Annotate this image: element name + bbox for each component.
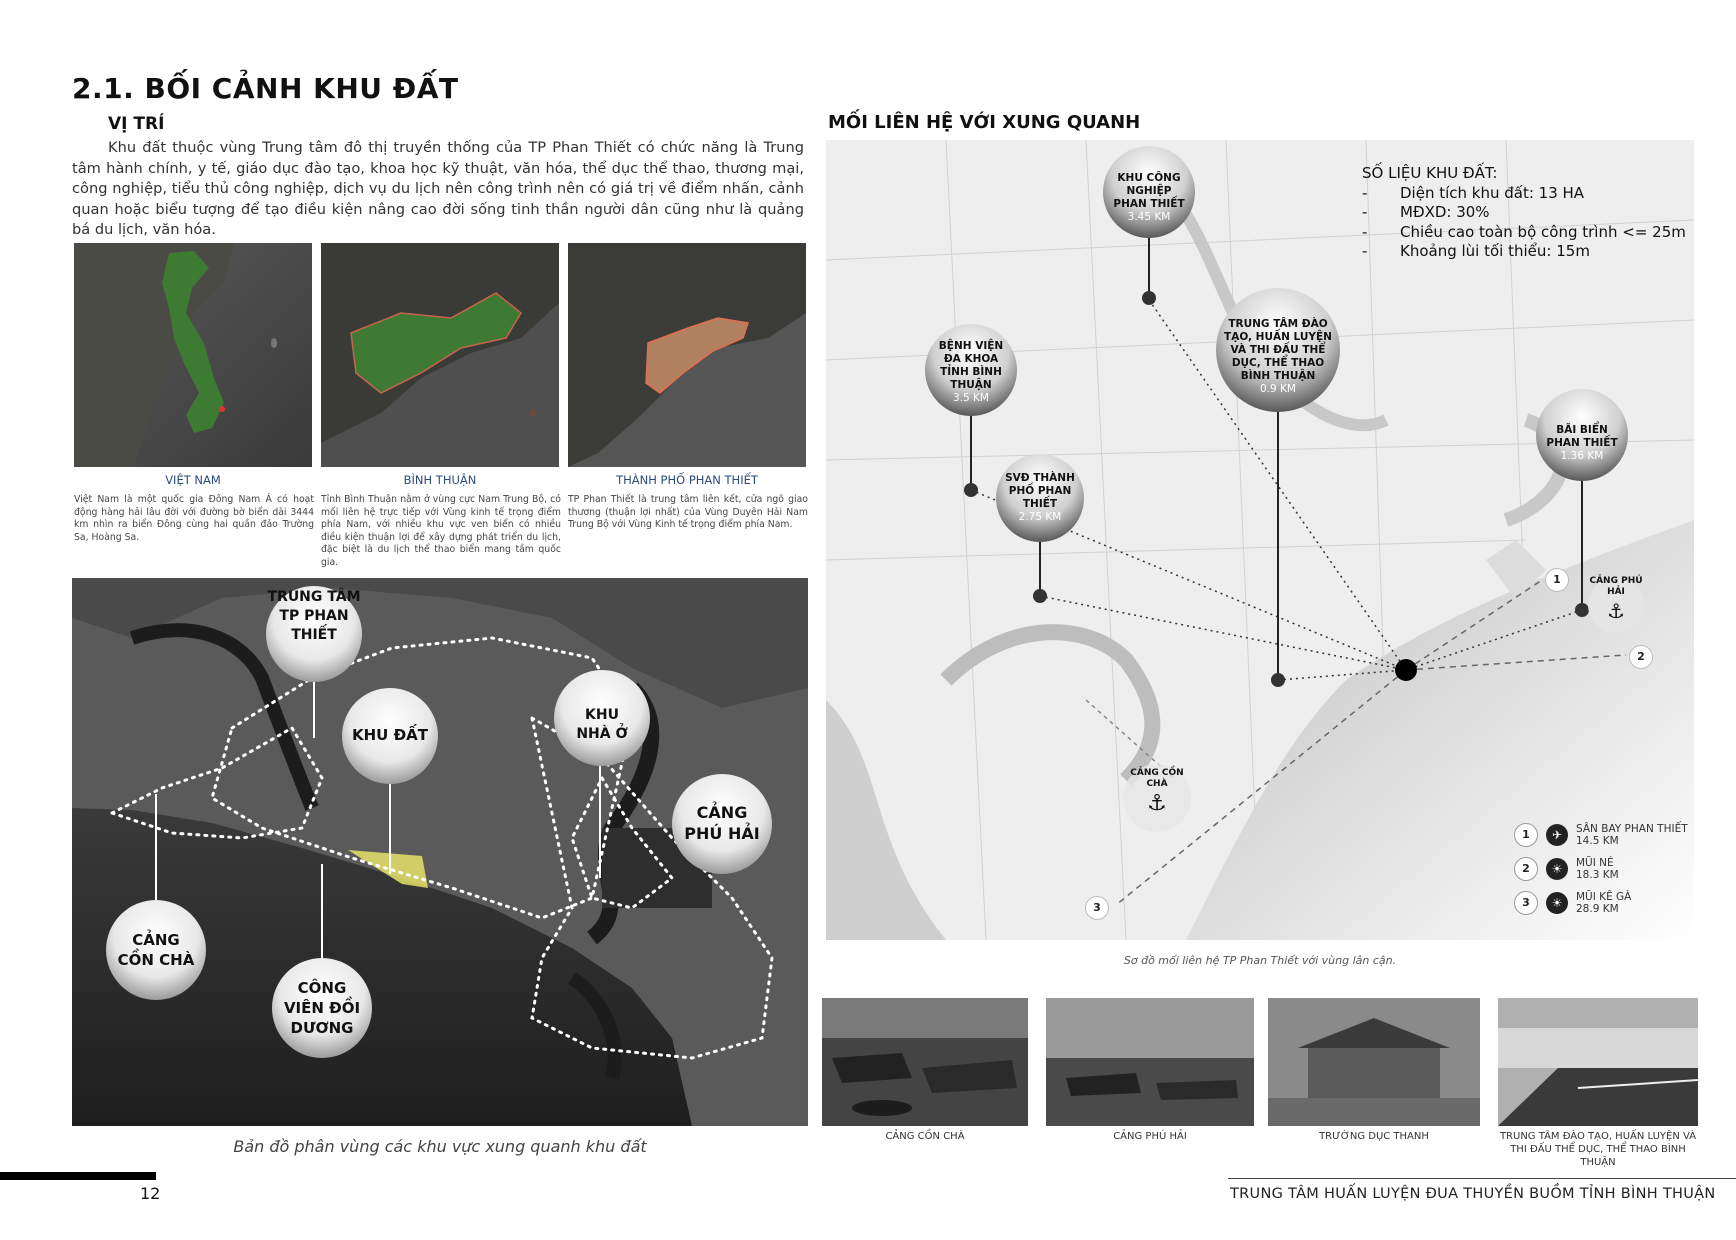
bubble-stadium-name: SVĐ THÀNH PHỐ PHAN THIẾT <box>1005 472 1075 510</box>
stats-title: SỐ LIỆU KHU ĐẤT: <box>1362 164 1498 182</box>
zone-map-caption: Bản đồ phân vùng các khu vực xung quanh khu đất <box>233 1137 647 1156</box>
stat-row: - Diện tích khu đất: 13 HA <box>1362 183 1585 202</box>
page-number: 12 <box>140 1184 161 1203</box>
caption-photo-training-center: TRUNG TÂM ĐÀO TẠO, HUẤN LUYỆN VÀ THI ĐẤU THỂ DỤC, THỂ THAO BÌNH THUẬN <box>1499 1131 1697 1168</box>
caption-photo-phu-hai: CẢNG PHÚ HẢI <box>1113 1131 1187 1142</box>
legend-dist: 28.9 KM <box>1576 903 1619 915</box>
bubble-industrial-name: KHU CÔNG NGHIỆP PHAN THIẾT <box>1113 172 1185 210</box>
binh-thuan-map-image <box>321 243 559 467</box>
desc-phan-thiet: TP Phan Thiết là trung tâm liên kết, cửa ngõ giao thương (thuận lợi nhất) của Vùng Duyên Hải Nam Trung Bộ với Vùng Kinh tế trọng điểm phía Nam. <box>568 494 808 530</box>
caption-photo-duc-thanh: TRƯỜNG DỤC THANH <box>1319 1131 1429 1142</box>
label-port-phu-hai: CẢNG PHÚ HẢI <box>684 803 760 843</box>
photo-training-center <box>1498 998 1698 1126</box>
legend-num: 3 <box>1514 891 1538 915</box>
legend-name: MŨI KÊ GÀ <box>1576 891 1632 903</box>
bubble-training-dist: 0.9 KM <box>1260 383 1296 395</box>
legend-dist: 14.5 KM <box>1576 835 1619 847</box>
bubble-stadium-dist: 2.75 KM <box>1018 511 1062 523</box>
legend-name: MŨI NÉ <box>1576 857 1614 869</box>
bubble-stadium <box>1004 472 1076 524</box>
legend-item <box>1514 818 1694 852</box>
legend-num: 1 <box>1514 823 1538 847</box>
bubble-hospital-name: BỆNH VIỆN ĐA KHOA TỈNH BÌNH THUẬN <box>938 340 1004 391</box>
relation-title: MỐI LIÊN HỆ VỚI XUNG QUANH <box>828 112 1141 133</box>
desc-binh-thuan: Tỉnh Bình Thuận nằm ở vùng cực Nam Trung Bộ, có mối liên hệ trực tiếp với Vùng kinh tế trọng điểm phía Nam, với nhiều khu vực ven biển có nhiều điều kiện thuận lợi để xây dựng phát triển du lịch, đặc biệt là du lịch thể thao biển mang tầm quốc gia. <box>321 494 561 568</box>
photo-duc-thanh <box>1268 998 1480 1126</box>
bubble-beach-dist: 1.36 KM <box>1560 450 1604 462</box>
island-icon: ☀ <box>1546 858 1568 880</box>
label-center: TRUNG TÂM TP PHAN THIẾT <box>267 589 361 643</box>
photo-phu-hai <box>1046 998 1254 1126</box>
legend-item <box>1514 852 1694 886</box>
marker-1: 1 <box>1545 568 1569 592</box>
desc-vietnam: Việt Nam là một quốc gia Đông Nam Á có hoạt động hàng hải lâu đời với đường bờ biển dài 3444 km nhìn ra biển Đông cùng hai quần đảo Trường Sa, Hoàng Sa. <box>74 494 314 543</box>
phan-thiet-map-image <box>568 243 806 467</box>
page-title: 2.1. BỐI CẢNH KHU ĐẤT <box>72 72 459 105</box>
relation-map-caption: Sơ đồ mối liên hệ TP Phan Thiết với vùng lân cận. <box>1123 954 1397 967</box>
port-con-cha <box>1127 768 1187 818</box>
photo-con-cha <box>822 998 1028 1126</box>
stat-setback: Khoảng lùi tối thiểu: 15m <box>1400 242 1590 260</box>
port-phu-hai <box>1588 576 1644 624</box>
stat-row: - Khoảng lùi tối thiểu: 15m <box>1362 242 1590 260</box>
footer-project-title: TRUNG TÂM HUẤN LUYỆN ĐUA THUYỀN BUỒM TỈNH BÌNH THUẬN <box>1230 1186 1716 1202</box>
stat-density: MĐXD: 30% <box>1400 203 1490 221</box>
marker-2: 2 <box>1629 645 1653 669</box>
label-port-con-cha: CẢNG CỒN CHÀ <box>117 931 195 969</box>
anchor-icon: ⚓ <box>1147 791 1167 816</box>
bubble-hospital <box>930 340 1012 405</box>
label-park: CÔNG VIÊN ĐỒI DƯƠNG <box>283 979 361 1037</box>
legend-dist: 18.3 KM <box>1576 869 1619 881</box>
island-icon: ☀ <box>1546 892 1568 914</box>
label-housing: KHU NHÀ Ở <box>576 707 628 742</box>
legend-num: 2 <box>1514 857 1538 881</box>
anchor-icon: ⚓ <box>1607 599 1625 623</box>
stat-row: - MĐXD: 30% <box>1362 203 1490 221</box>
bubble-industrial-dist: 3.45 KM <box>1127 211 1171 223</box>
section-subtitle: VỊ TRÍ <box>108 114 165 134</box>
port-phu-hai-label: CẢNG PHÚ HẢI <box>1589 576 1643 597</box>
caption-photo-con-cha: CẢNG CỒN CHÀ <box>885 1131 965 1142</box>
stat-height: Chiều cao toàn bộ công trình <= 25m <box>1400 222 1686 241</box>
caption-vietnam: VIỆT NAM <box>165 473 221 487</box>
site-stats <box>1362 164 1686 262</box>
plane-icon: ✈ <box>1546 824 1568 846</box>
footer-bar <box>0 1172 156 1180</box>
legend-item <box>1514 886 1694 920</box>
vietnam-map-image <box>74 243 312 467</box>
distance-legend <box>1514 818 1694 920</box>
footer-divider <box>1228 1178 1736 1179</box>
bubble-industrial <box>1108 172 1190 224</box>
label-site: KHU ĐẤT <box>352 726 428 744</box>
bubble-beach <box>1542 424 1622 463</box>
bubble-training-name: TRUNG TÂM ĐÀO TẠO, HUẤN LUYỆN VÀ THI ĐẤU THỂ DỤC, THỂ THAO BÌNH THUẬN <box>1224 318 1332 382</box>
legend-name: SÂN BAY PHAN THIẾT <box>1576 823 1688 835</box>
caption-phan-thiet: THÀNH PHỐ PHAN THIẾT <box>616 473 758 487</box>
stat-area: Diện tích khu đất: 13 HA <box>1400 183 1585 202</box>
marker-3: 3 <box>1085 896 1109 920</box>
port-con-cha-label: CẢNG CỒN CHÀ <box>1130 768 1184 789</box>
bubble-hospital-dist: 3.5 KM <box>953 392 989 404</box>
caption-binh-thuan: BÌNH THUẬN <box>403 473 477 487</box>
intro-paragraph: Khu đất thuộc vùng Trung tâm đô thị truyền thống của TP Phan Thiết có chức năng là Trung tâm hành chính, y tế, giáo dục đào tạo, khoa học kỹ thuật, văn hóa, thể dục thể thao, thương mại, công nghiệp, tiểu thủ công nghiệp, dịch vụ du lịch nên công trình nên có giá trị về điểm nhấn, cảnh quan hoặc biểu tượng để tạo điều kiện nâng cao đời sống tinh thần người dân cũng như là quảng bá du lịch, văn hóa. <box>72 139 804 238</box>
bubble-training <box>1222 318 1334 396</box>
stat-row: - Chiều cao toàn bộ công trình <= 25m <box>1362 222 1686 241</box>
bubble-beach-name: BÃI BIỂN PHAN THIẾT <box>1546 424 1618 449</box>
zone-map <box>72 578 808 1126</box>
